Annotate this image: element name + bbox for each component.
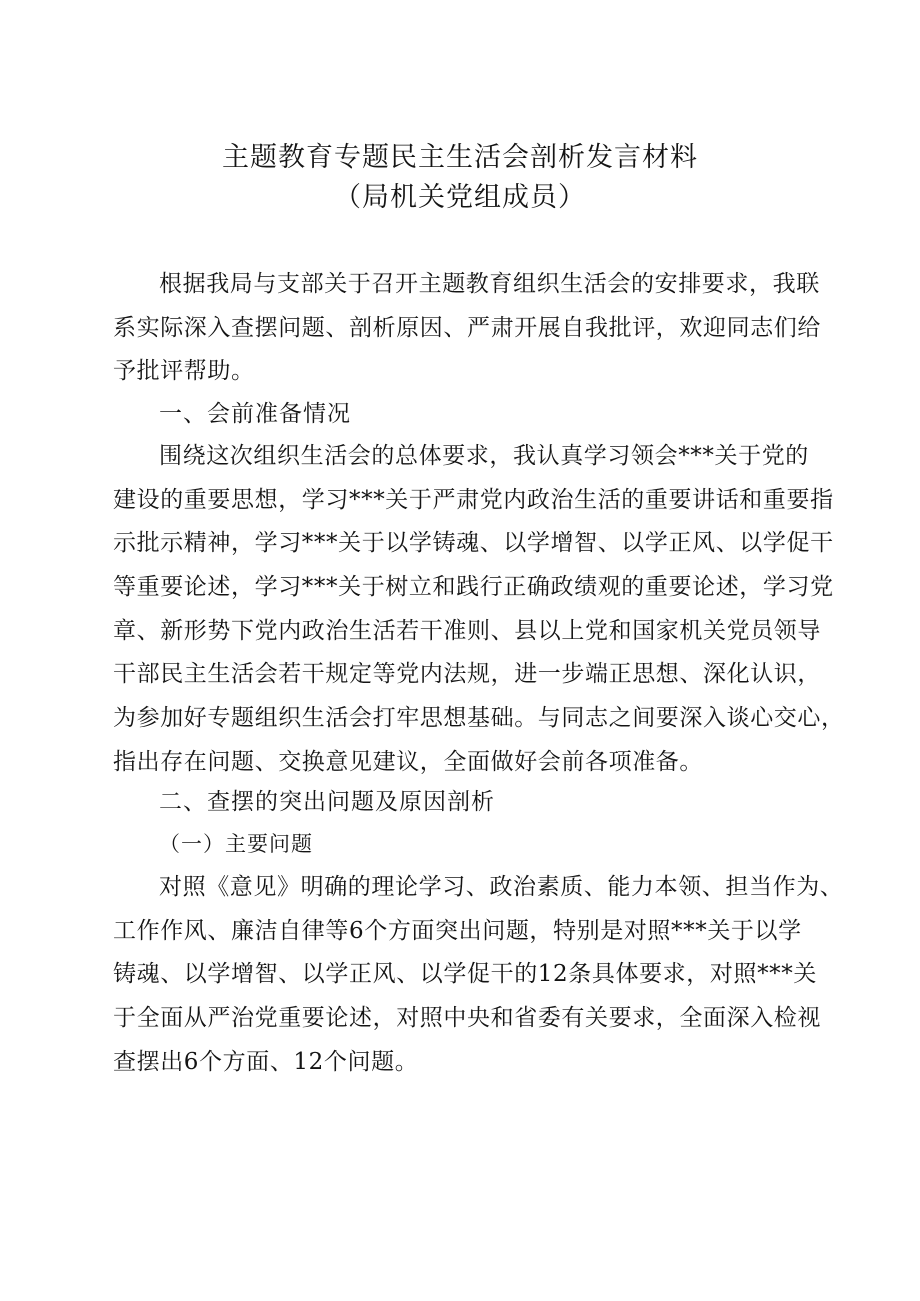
section-heading-2: 二、查摆的突出问题及原因剖析 [159,789,495,815]
paragraph-line: 对照《意见》明确的理论学习、政治素质、能力本领、担当作为、 [159,874,844,900]
section-heading-1: 一、会前准备情况 [159,401,351,427]
document-subtitle: （局机关党组成员） [334,182,586,213]
paragraph-line: 建设的重要思想，学习***关于严肃党内政治生活的重要讲话和重要指 [113,486,834,513]
subsection-heading: （一）主要问题 [159,832,313,856]
paragraph-line: 予批评帮助。 [113,358,255,385]
intro-paragraph [113,263,821,394]
paragraph-line: 铸魂、以学增智、以学正风、以学促干的12条具体要求，对照***关 [113,961,817,988]
paragraph-line: 查摆出6个方面、12个问题。 [113,1048,419,1075]
paragraph-line: 工作作风、廉洁自律等6个方面突出问题，特别是对照***关于以学 [113,917,802,944]
paragraph-line: 根据我局与支部关于召开主题教育组织生活会的安排要求，我联 [159,271,820,297]
paragraph-line: 章、新形势下党内政治生活若干准则、县以上党和国家机关党员领导 [113,617,821,644]
paragraph-line: 围绕这次组织生活会的总体要求，我认真学习领会***关于党的 [159,443,809,469]
document-title: 主题教育专题民主生活会剖析发言材料 [222,142,698,173]
paragraph-line: 指出存在问题、交换意见建议，全面做好会前各项准备。 [113,748,703,775]
paragraph-line: 干部民主生活会若干规定等党内法规，进一步端正思想、深化认识， [113,661,821,688]
section2-paragraph [113,866,844,1084]
paragraph-line: 为参加好专题组织生活会打牢思想基础。与同志之间要深入谈心交心， [113,705,845,732]
paragraph-line: 于全面从严治党重要论述，对照中央和省委有关要求，全面深入检视 [113,1005,821,1032]
paragraph-line: 示批示精神，学习***关于以学铸魂、以学增智、以学正风、以学促干 [113,530,834,557]
paragraph-line: 系实际深入查摆问题、剖析原因、严肃开展自我批评，欢迎同志们给 [113,314,821,341]
paragraph-line: 等重要论述，学习***关于树立和践行正确政绩观的重要论述，学习党 [113,574,834,601]
section1-paragraph [113,435,845,785]
